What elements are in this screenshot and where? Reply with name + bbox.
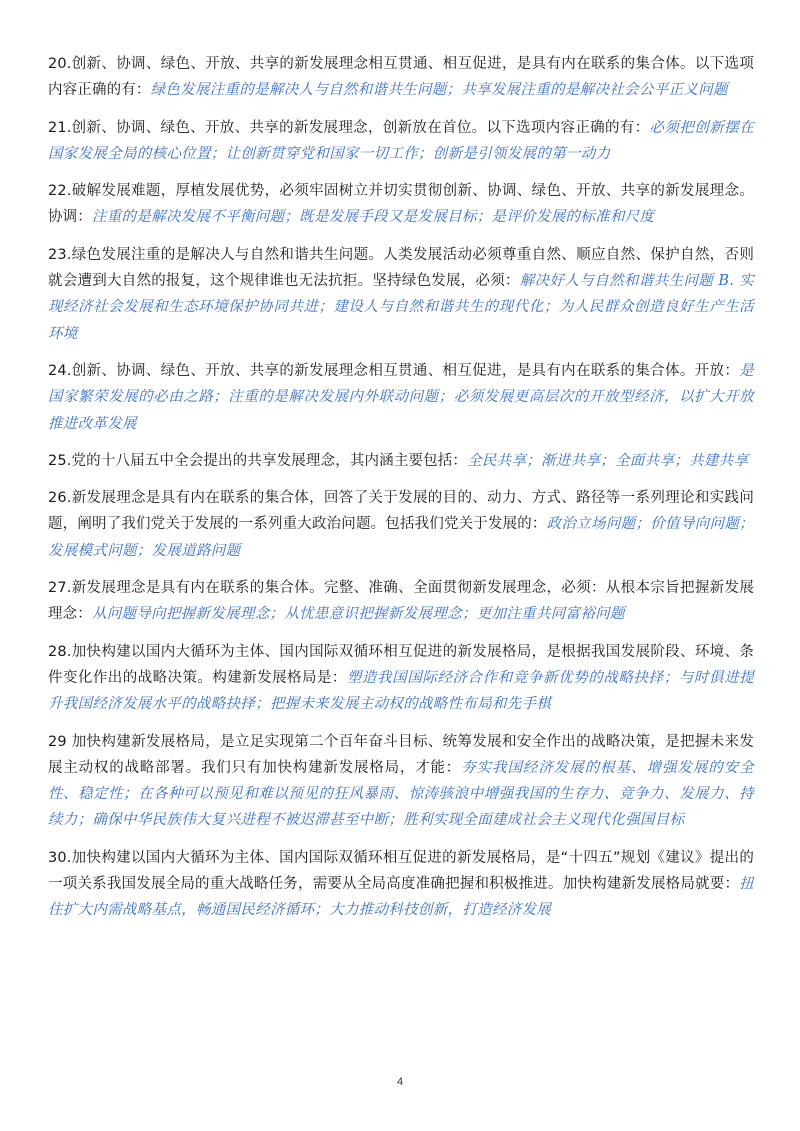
question-answer: 是国家繁荣发展的必由之路；注重的是解决发展内外联动问题；必须发展更高层次的开放型经济，以扩大开放推进改革发展 (48, 362, 754, 432)
question-answer: 必须把创新摆在国家发展全局的核心位置；让创新贯穿党和国家一切工作；创新是引领发展的第一动力 (48, 119, 754, 162)
question-item (48, 358, 754, 437)
question-stem: 加快构建以国内大循环为主体、国内国际双循环相互促进的新发展格局，是根据我国发展阶段、环境、条件变化作出的战略决策。构建新发展格局是： (48, 643, 754, 686)
question-stem: 新发展理念是具有内在联系的集合体。完整、准确、全面贯彻新发展理念，必须：从根本宗旨把握新发展理念： (48, 580, 754, 623)
question-stem: 破解发展难题，厚植发展优势，必须牢固树立并切实贯彻创新、协调、绿色、开放、共享的新发展理念。协调： (48, 183, 754, 226)
question-item (48, 845, 754, 924)
question-number: 29 (48, 733, 67, 750)
question-number: 20. (48, 56, 72, 72)
question-item (48, 639, 754, 718)
question-number: 23. (48, 246, 72, 263)
question-item (48, 448, 754, 474)
question-number: 28. (48, 643, 72, 660)
question-stem: 新发展理念是具有内在联系的集合体，回答了关于发展的目的、动力、方式、路径等一系列理论和实践问题，阐明了我们党关于发展的一系列重大政治问题。包括我们党关于发展的： (48, 490, 754, 533)
question-item (48, 242, 754, 347)
question-stem: 创新、协调、绿色、开放、共享的新发展理念相互贯通、相互促进，是具有内在联系的集合体。以下选项内容正确的有： (48, 56, 754, 99)
question-stem: 党的十八届五中全会提出的共享发展理念，其内涵主要包括： (71, 452, 468, 469)
question-number: 22. (48, 183, 72, 200)
question-item (48, 575, 754, 628)
question-number: 25. (48, 452, 72, 469)
question-item (48, 51, 754, 104)
question-item (48, 178, 754, 231)
question-answer: 夯实我国经济发展的根基、增强发展的安全性、稳定性；在各种可以预见和难以预见的狂风暴雨、惊涛骇浪中增强我国的生存力、竞争力、发展力、持续力；确保中华民族伟大复兴进程不被迟滞甚至中断；胜利实现全面建成社会主义现代化强国目标 (48, 759, 754, 829)
question-list (48, 51, 754, 935)
question-number: 24. (48, 362, 72, 379)
question-item (48, 115, 754, 168)
question-item (48, 485, 754, 564)
question-answer: 解决好人与自然和谐共生问题 B. 实现经济社会发展和生态环境保护协同共进；建设人与自然和谐共生的现代化；为人民群众创造良好生产生活环境 (48, 273, 754, 342)
question-stem: 创新、协调、绿色、开放、共享的新发展理念相互贯通、相互促进，是具有内在联系的集合体。开放： (71, 362, 740, 379)
question-stem: 加快构建新发展格局，是立足实现第二个百年奋斗目标、统筹发展和安全作出的战略决策，是把握未来发展主动权的战略部署。我们只有加快构建新发展格局，才能： (48, 733, 754, 776)
question-answer: 绿色发展注重的是解决人与自然和谐共生问题；共享发展注重的是解决社会公平正义问题 (150, 82, 728, 99)
question-answer: 政治立场问题；价值导向问题；发展模式问题；发展道路问题 (48, 516, 754, 559)
question-stem: 加快构建以国内大循环为主体、国内国际双循环相互促进的新发展格局，是“十四五”规划《建议》提出的一项关系我国发展全局的重大战略任务，需要从全局高度准确把握和积极推进。加快构建新发展格局就要： (48, 849, 754, 893)
question-number: 30. (48, 849, 72, 866)
question-answer: 全民共享；渐进共享；全面共享；共建共享 (467, 452, 749, 469)
question-item (48, 729, 754, 834)
question-number: 21. (48, 119, 72, 136)
question-number: 26. (48, 490, 72, 507)
question-stem: 绿色发展注重的是解决人与自然和谐共生问题。人类发展活动必须尊重自然、顺应自然、保护自然，否则就会遭到大自然的报复，这个规律谁也无法抗拒。坚持绿色发展，必须： (48, 246, 754, 290)
question-number: 27. (48, 580, 72, 597)
question-answer: 塑造我国国际经济合作和竞争新优势的战略抉择；与时俱进提升我国经济发展水平的战略抉择；把握未来发展主动权的战略性布局和先手棋 (48, 669, 754, 713)
question-answer: 从问题导向把握新发展理念；从忧患意识把握新发展理念；更加注重共同富裕问题 (91, 606, 625, 623)
question-answer: 扭住扩大内需战略基点，畅通国民经济循环；大力推动科技创新，打造经济发展 (48, 876, 754, 919)
question-stem: 创新、协调、绿色、开放、共享的新发展理念，创新放在首位。以下选项内容正确的有： (71, 119, 650, 136)
page-number: 4 (396, 1076, 404, 1088)
question-answer: 注重的是解决发展不平衡问题；既是发展手段又是发展目标；是评价发展的标准和尺度 (91, 209, 655, 226)
